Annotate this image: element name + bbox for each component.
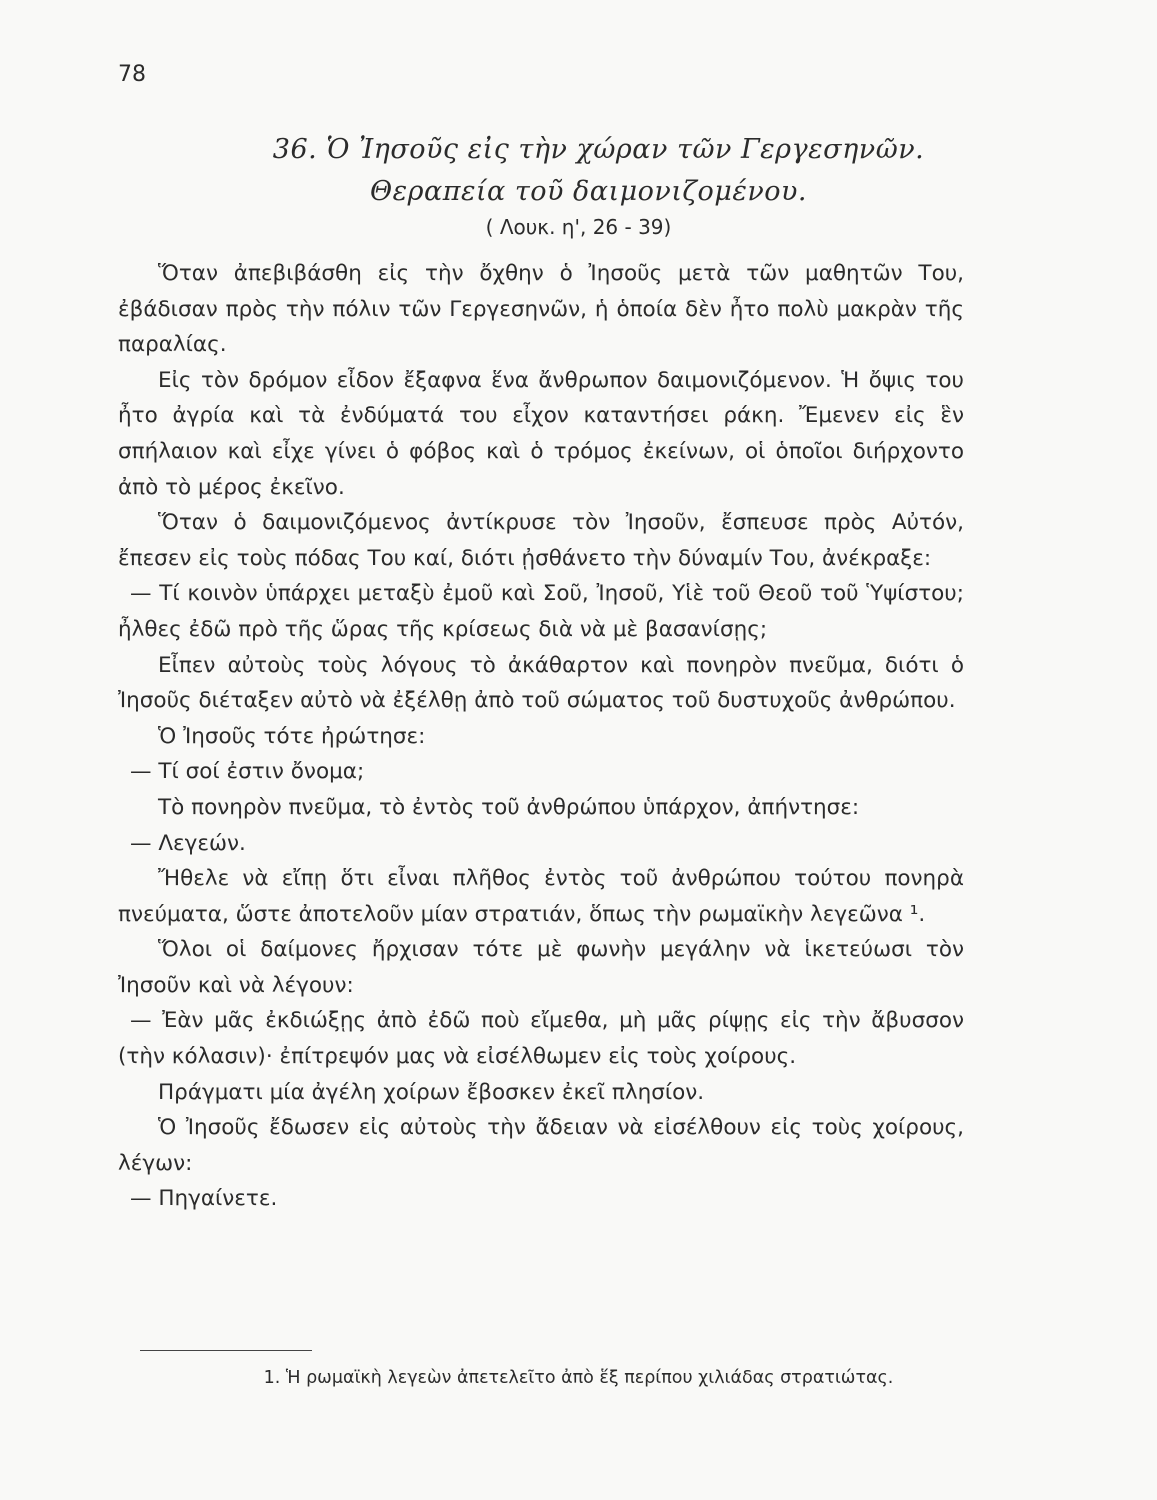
- paragraph: Εἶπεν αὐτοὺς τοὺς λόγους τὸ ἀκάθαρτον καὶ πονηρὸν πνεῦμα, διότι ὁ Ἰησοῦς διέταξεν αὐτὸ νὰ ἐξέλθῃ ἀπὸ τοῦ σώματος τοῦ δυστυχοῦς ἀνθρώπου.: [118, 652, 964, 714]
- footnote-rule: [140, 1350, 312, 1351]
- paragraph: Εἰς τὸν δρόμον εἶδον ἔξαφνα ἕνα ἄνθρωπον δαιμονιζόμενον. Ἡ ὄψις του ἦτο ἀγρία καὶ τὰ ἐνδύματά του εἶχον καταντήσει ράκη. Ἔμενεν εἰς ἓν σπήλαιον καὶ εἶχε γίνει ὁ φόβος καὶ ὁ τρόμος ἐκείνων, οἱ ὁποῖοι διήρχοντο ἀπὸ τὸ μέρος ἐκεῖνο.: [118, 367, 964, 500]
- paragraph: Ὁ Ἰησοῦς τότε ἠρώτησε:: [158, 723, 426, 749]
- paragraph: Τὸ πονηρὸν πνεῦμα, τὸ ἐντὸς τοῦ ἀνθρώπου ὑπάρχον, ἀπήντησε:: [158, 794, 860, 820]
- paragraph: Ὅλοι οἱ δαίμονες ἤρχισαν τότε μὲ φωνὴν μεγάλην νὰ ἱκετεύωσι τὸν Ἰησοῦν καὶ νὰ λέγουν:: [118, 937, 964, 998]
- dialog-line: — Τί κοινὸν ὑπάρχει μεταξὺ ἐμοῦ καὶ Σοῦ, Ἰησοῦ, Υἱὲ τοῦ Θεοῦ τοῦ Ὑψίστου; ἦλθες ἐδῶ πρὸ τῆς ὥρας τῆς κρίσεως διὰ νὰ μὲ βασανίσῃς;: [118, 581, 964, 642]
- paragraph: Ἤθελε νὰ εἴπῃ ὅτι εἶναι πλῆθος ἐντὸς τοῦ ἀνθρώπου τούτου πονηρὰ πνεύματα, ὥστε ἀποτελοῦν μίαν στρατιάν, ὅπως τὴν ρωμαϊκὴν λεγεῶνα ¹.: [118, 866, 964, 927]
- dialog-line: — Τί σοί ἐστιν ὄνομα;: [130, 759, 365, 785]
- paragraph: Πράγματι μία ἀγέλη χοίρων ἔβοσκεν ἐκεῖ πλησίον.: [158, 1079, 705, 1105]
- paragraph: Ὅταν ὁ δαιμονιζόμενος ἀντίκρυσε τὸν Ἰησοῦν, ἔσπευσε πρὸς Αὐτόν, ἔπεσεν εἰς τοὺς πόδας Του καί, διότι ᾐσθάνετο τὴν δύναμίν Του, ἀνέκραξε:: [118, 510, 964, 571]
- body-text: [118, 256, 964, 1217]
- paragraph: Ὁ Ἰησοῦς ἔδωσεν εἰς αὐτοὺς τὴν ἄδειαν νὰ εἰσέλθουν εἰς τοὺς χοίρους, λέγων:: [118, 1115, 964, 1176]
- chapter-subtitle: Θεραπεία τοῦ δαιμονιζομένου.: [369, 176, 808, 207]
- dialog-line: — Ἐὰν μᾶς ἐκδιώξῃς ἀπὸ ἐδῶ ποὺ εἴμεθα, μὴ μᾶς ρίψῃς εἰς τὴν ἄβυσσον (τὴν κόλασιν)· ἐπίτρεψόν μας νὰ εἰσέλθωμεν εἰς τοὺς χοίρους.: [118, 1008, 964, 1070]
- scripture-reference: ( Λουκ. η', 26 - 39): [485, 215, 672, 239]
- chapter-title: 36. Ὁ Ἰησοῦς εἰς τὴν χώραν τῶν Γεργεσηνῶν.: [272, 134, 925, 165]
- dialog-line: — Πηγαίνετε.: [130, 1186, 278, 1212]
- paragraph: Ὅταν ἀπεβιβάσθη εἰς τὴν ὄχθην ὁ Ἰησοῦς μετὰ τῶν μαθητῶν Του, ἐβάδισαν πρὸς τὴν πόλιν τῶν Γεργεσηνῶν, ἡ ὁποία δὲν ἦτο πολὺ μακρὰν τῆς παραλίας.: [118, 261, 964, 358]
- dialog-line: — Λεγεών.: [130, 830, 246, 856]
- footnote: 1. Ἡ ρωμαϊκὴ λεγεὼν ἀπετελεῖτο ἀπὸ ἕξ περίπου χιλιάδας στρατιώτας.: [263, 1368, 894, 1388]
- page-number: 78: [118, 62, 146, 87]
